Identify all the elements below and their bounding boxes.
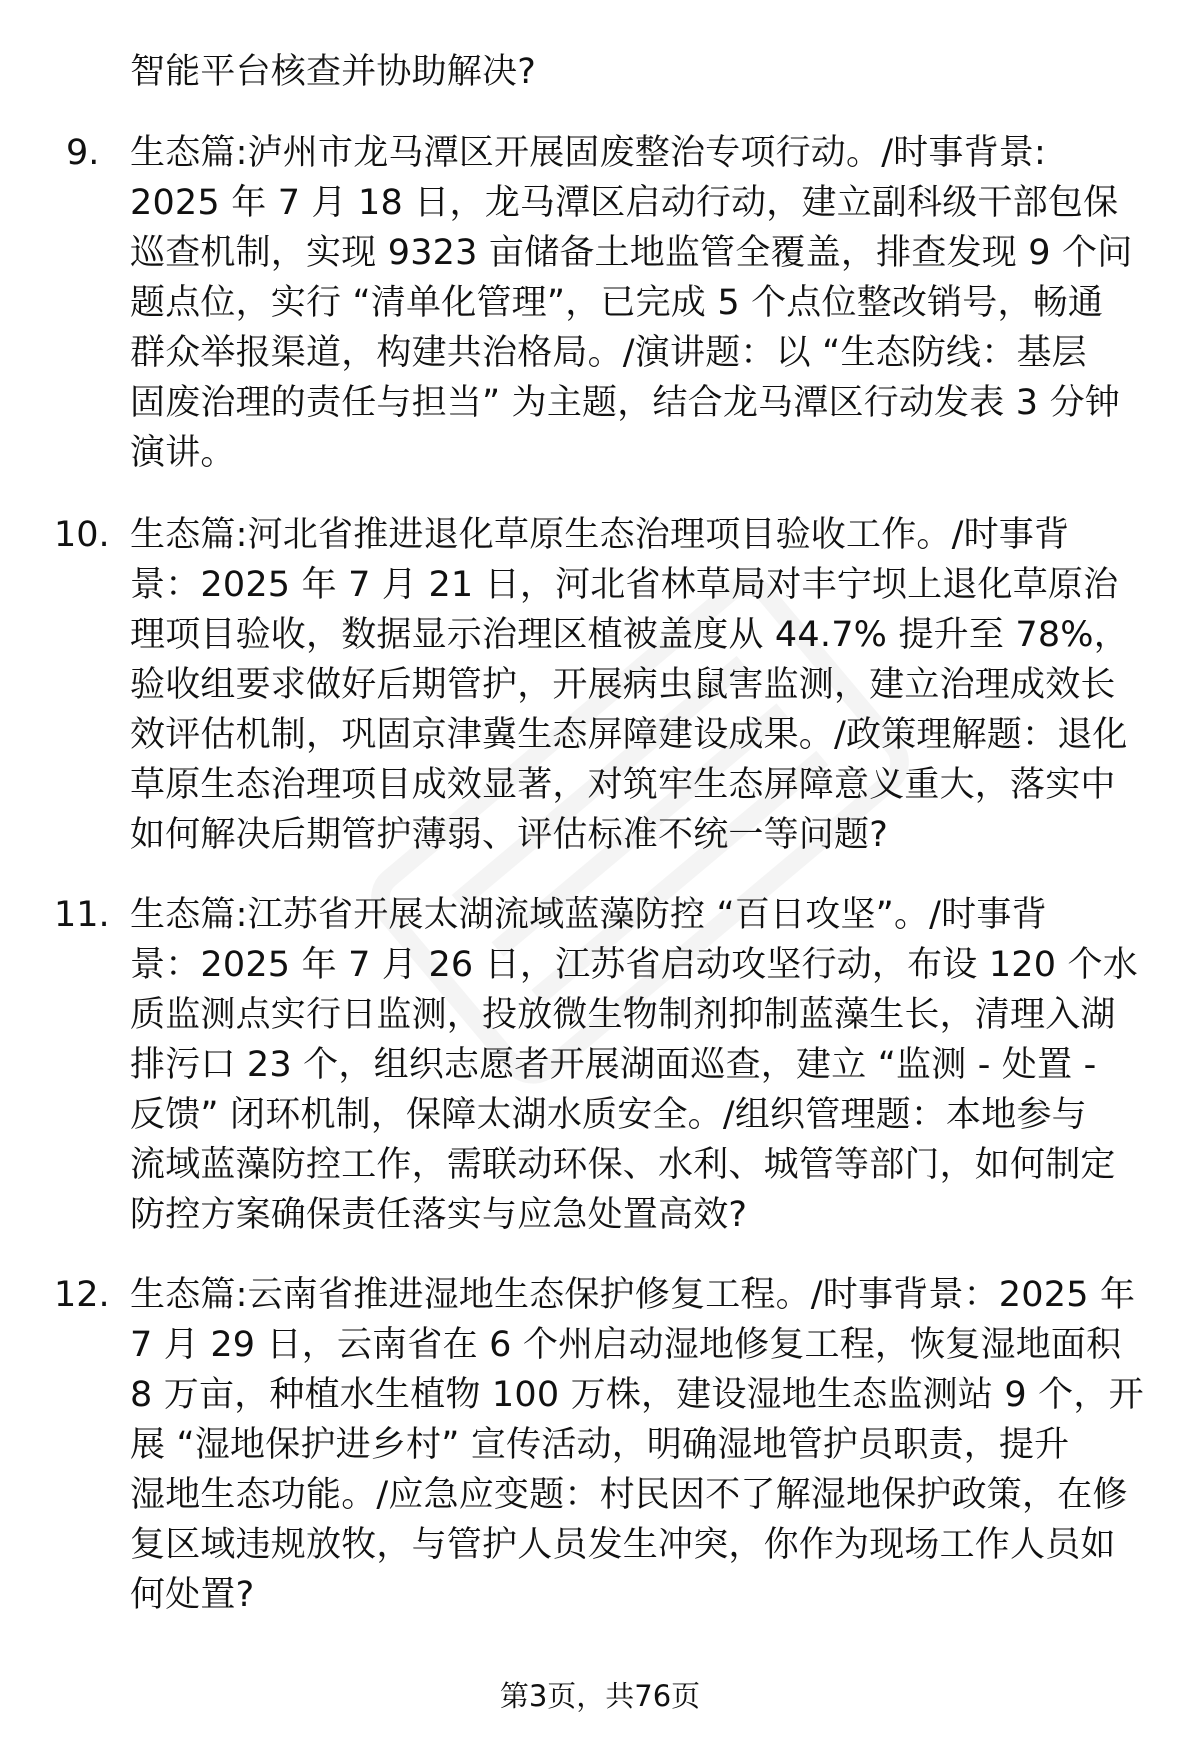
item-line: 验收组要求做好后期管护，开展病虫鼠害监测，建立治理成效长 [130, 665, 1116, 705]
item-line: 生态篇:泸州市龙马潭区开展固废整治专项行动。/时事背景: [130, 133, 1046, 173]
item-line: 景：2025 年 7 月 26 日，江苏省启动攻坚行动，布设 120 个水 [130, 945, 1138, 985]
item-line: 固废治理的责任与担当” 为主题，结合龙马潭区行动发表 3 分钟 [130, 383, 1120, 423]
item-line: 复区域违规放牧，与管护人员发生冲突，你作为现场工作人员如 [130, 1525, 1116, 1565]
item-line: 演讲。 [130, 433, 236, 473]
item-line: 7 月 29 日，云南省在 6 个州启动湿地修复工程，恢复湿地面积 [130, 1325, 1122, 1365]
item-line: 群众举报渠道，构建共治格局。/演讲题：以 “生态防线：基层 [130, 333, 1087, 373]
item-line: 防控方案确保责任落实与应急处置高效? [130, 1195, 748, 1235]
item-line: 2025 年 7 月 18 日，龙马潭区启动行动，建立副科级干部包保 [130, 183, 1119, 223]
item-line: 巡查机制，实现 9323 亩储备土地监管全覆盖，排查发现 9 个问 [130, 233, 1133, 273]
item-line: 8 万亩，种植水生植物 100 万株，建设湿地生态监测站 9 个，开 [130, 1375, 1144, 1415]
page-footer: 第3页，共76页 [499, 1679, 701, 1713]
item-line: 生态篇:云南省推进湿地生态保护修复工程。/时事背景：2025 年 [130, 1275, 1136, 1315]
item-line: 湿地生态功能。/应急应变题：村民因不了解湿地保护政策，在修 [130, 1475, 1128, 1515]
item-line: 排污口 23 个，组织志愿者开展湖面巡查，建立 “监测 - 处置 - [130, 1045, 1097, 1085]
item-line: 生态篇:江苏省开展太湖流域蓝藻防控 “百日攻坚”。/时事背 [130, 895, 1047, 935]
item-line: 景：2025 年 7 月 21 日，河北省林草局对丰宁坝上退化草原治 [130, 565, 1119, 605]
item-line: 何处置? [130, 1575, 255, 1615]
item-number: 10. [54, 515, 110, 555]
item-number: 11. [54, 895, 110, 935]
item-line: 题点位，实行 “清单化管理”，已完成 5 个点位整改销号，畅通 [130, 283, 1104, 323]
item-line: 理项目验收，数据显示治理区植被盖度从 44.7% 提升至 78%， [130, 615, 1129, 655]
item-line: 流域蓝藻防控工作，需联动环保、水利、城管等部门，如何制定 [130, 1145, 1116, 1185]
item-line: 生态篇:河北省推进退化草原生态治理项目验收工作。/时事背 [130, 515, 1070, 555]
item-number: 12. [54, 1275, 110, 1315]
item-number: 9. [66, 133, 100, 173]
item-line: 质监测点实行日监测，投放微生物制剂抑制蓝藻生长，清理入湖 [130, 995, 1116, 1035]
item-line: 反馈” 闭环机制，保障太湖水质安全。/组织管理题：本地参与 [130, 1095, 1087, 1135]
item-line: 草原生态治理项目成效显著，对筑牢生态屏障意义重大，落实中 [130, 765, 1116, 805]
item-line: 展 “湿地保护进乡村” 宣传活动，明确湿地管护员职责，提升 [130, 1425, 1070, 1465]
item-line: 效评估机制，巩固京津冀生态屏障建设成果。/政策理解题：退化 [130, 715, 1128, 755]
carryover-line: 智能平台核查并协助解决? [130, 52, 536, 92]
item-line: 如何解决后期管护薄弱、评估标准不统一等问题? [130, 815, 888, 855]
